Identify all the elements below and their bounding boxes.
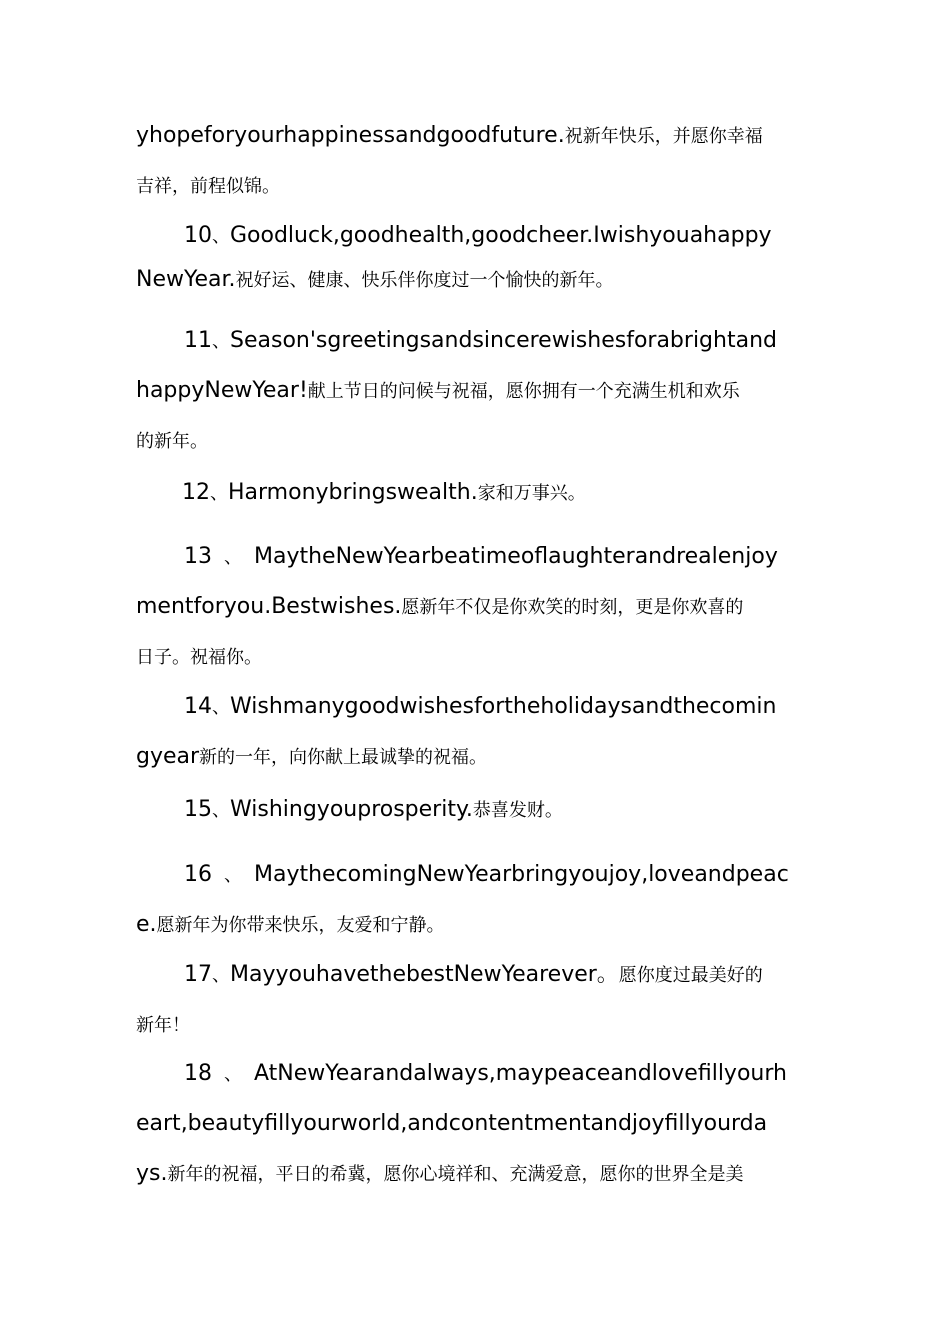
chinese-text: 日子。祝福你。 [136, 647, 262, 668]
english-text: Wishmanygoodwishesfortheholidaysandthecomin [230, 694, 777, 719]
item-16-line [184, 858, 818, 892]
item-18-line [184, 1057, 818, 1091]
item-separator: 、 [224, 547, 242, 568]
english-text: yhopeforyourhappinessandgoodfuture. [136, 123, 565, 148]
chinese-text: 新的一年，向你献上最诚挚的祝福。 [199, 747, 488, 768]
english-text: MayyouhavethebestNewYearever。 [230, 962, 619, 987]
item-number: 18 [184, 1061, 212, 1086]
item-separator: 、 [210, 483, 228, 504]
chinese-text: 祝好运、健康、快乐伴你度过一个愉快的新年。 [235, 270, 614, 291]
item-number: 14 [184, 694, 212, 719]
chinese-text: 吉祥，前程似锦。 [136, 176, 280, 197]
item-10-line [184, 219, 818, 253]
english-text: gyear [136, 744, 200, 769]
english-text: Goodluck,goodhealth,goodcheer.Iwishyouahappy [230, 223, 772, 248]
item-number: 15 [184, 797, 212, 822]
item-number: 12 [182, 480, 210, 505]
english-text: mentforyou.Bestwishes. [136, 594, 402, 619]
english-text: Harmonybringswealth. [228, 480, 478, 505]
text-line [136, 640, 818, 674]
chinese-text: 祝新年快乐，并愿你幸福 [564, 126, 763, 147]
text-line [136, 740, 818, 774]
english-text: e. [136, 912, 157, 937]
english-text: Wishingyouprosperity. [230, 797, 473, 822]
item-13-line [184, 540, 818, 574]
item-separator: 、 [212, 331, 230, 352]
chinese-text: 的新年。 [136, 431, 208, 452]
text-line [136, 1157, 818, 1191]
item-11-line [184, 324, 818, 358]
text-line [136, 119, 818, 153]
english-text: ys. [136, 1161, 168, 1186]
text-line [136, 374, 818, 408]
item-12-line [182, 476, 864, 510]
item-number: 16 [184, 862, 212, 887]
english-text: eart,beautyfillyourworld,andcontentmentandjoyfillyourda [136, 1111, 768, 1136]
item-number: 13 [184, 544, 212, 569]
chinese-text: 新年的祝福，平日的希冀，愿你心境祥和、充满爱意，愿你的世界全是美 [167, 1164, 744, 1185]
english-text: happyNewYear! [136, 378, 308, 403]
english-text: MaytheNewYearbeatimeoflaughterandrealenjoy [254, 544, 778, 569]
english-text: MaythecomingNewYearbringyoujoy,loveandpeac [254, 862, 789, 887]
chinese-text: 家和万事兴。 [477, 483, 586, 504]
text-line [136, 263, 818, 297]
english-text: AtNewYearandalways,maypeaceandlovefillyourh [254, 1061, 787, 1086]
english-text: Season'sgreetingsandsincerewishesforabrightand [230, 328, 777, 353]
chinese-text: 献上节日的问候与祝福，愿你拥有一个充满生机和欢乐 [307, 381, 740, 402]
chinese-text: 愿新年为你带来快乐，友爱和宁静。 [156, 915, 445, 936]
item-separator: 、 [212, 226, 230, 247]
chinese-text: 恭喜发财。 [472, 800, 563, 821]
item-separator: 、 [212, 965, 230, 986]
text-line [136, 169, 818, 203]
english-text: NewYear. [136, 267, 236, 292]
item-number: 17 [184, 962, 212, 987]
item-number: 11 [184, 328, 212, 353]
item-separator: 、 [212, 800, 230, 821]
item-separator: 、 [224, 865, 242, 886]
item-number: 10 [184, 223, 212, 248]
item-separator: 、 [224, 1064, 242, 1085]
text-line [136, 424, 818, 458]
item-separator: 、 [212, 697, 230, 718]
item-17-line [184, 958, 818, 992]
item-14-line [184, 690, 818, 724]
chinese-text: 愿你度过最美好的 [618, 965, 763, 986]
text-line [136, 590, 818, 624]
item-15-line [184, 793, 818, 827]
chinese-text: 新年！ [136, 1015, 190, 1036]
text-line [136, 1008, 818, 1042]
text-line [136, 1107, 818, 1141]
chinese-text: 愿新年不仅是你欢笑的时刻，更是你欢喜的 [401, 597, 744, 618]
text-line [136, 908, 818, 942]
